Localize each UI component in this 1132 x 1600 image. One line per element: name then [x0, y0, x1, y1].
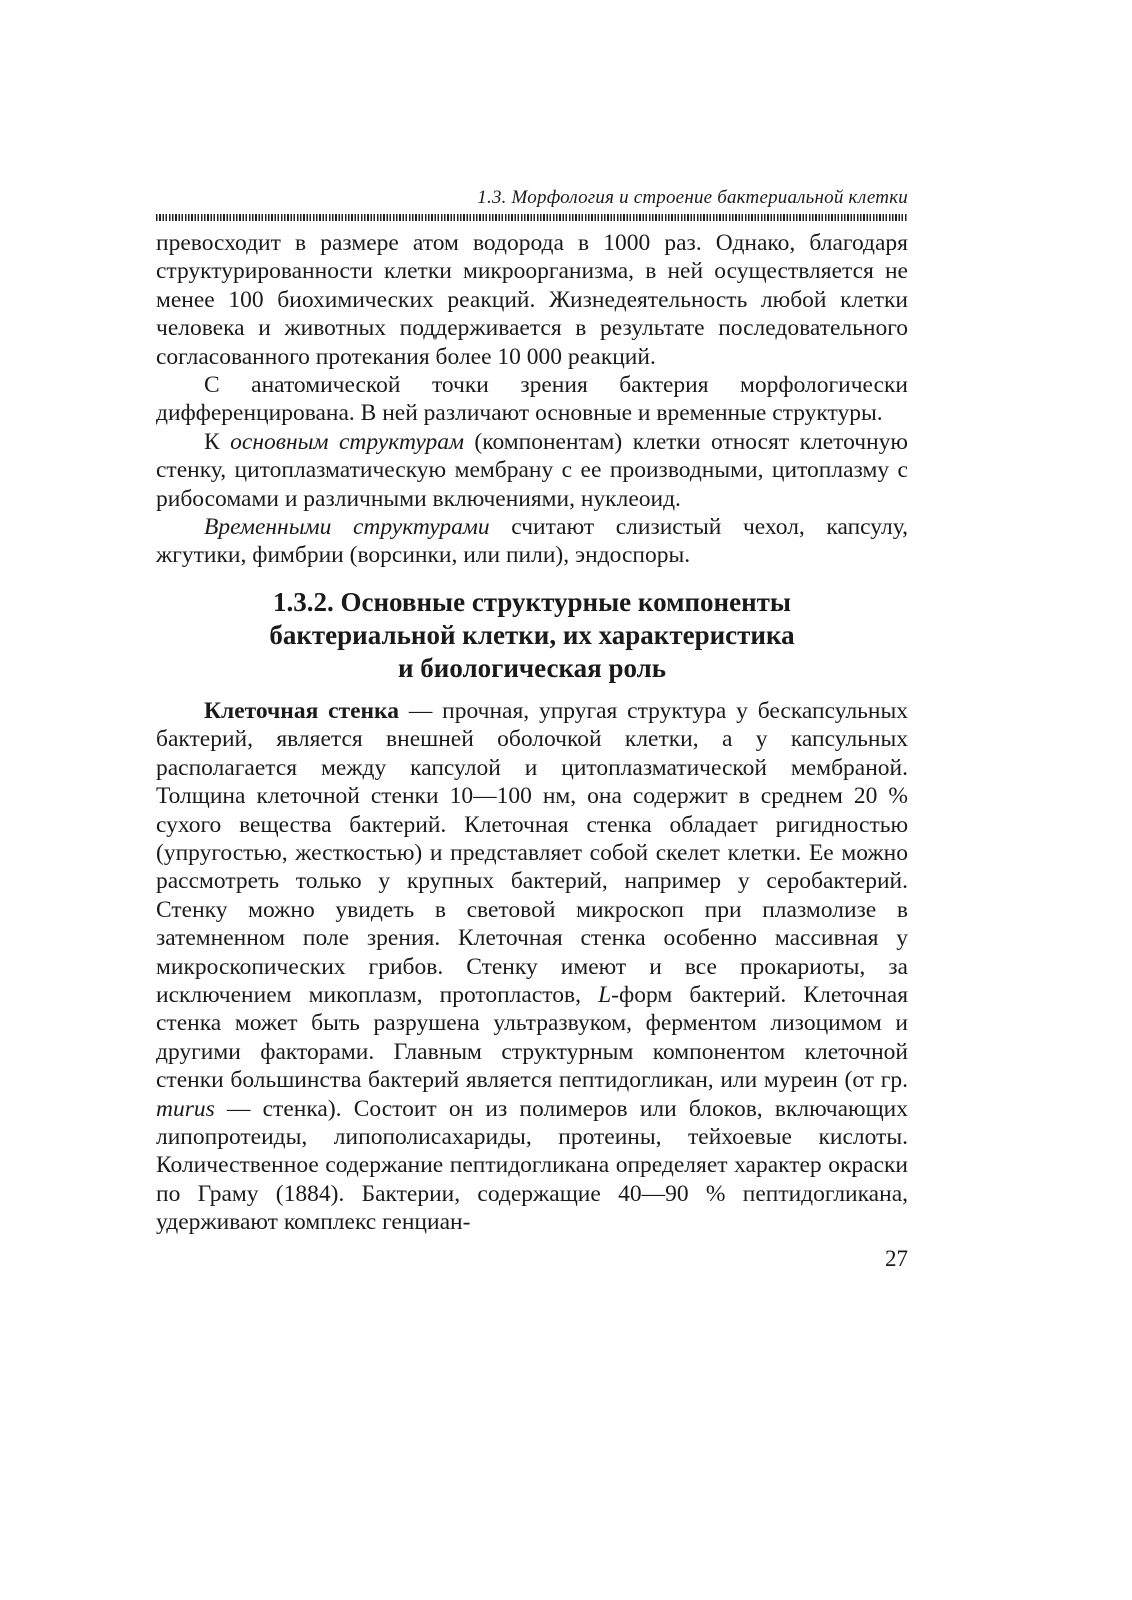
page-number: 27 [885, 1245, 908, 1271]
italic-text: murus [156, 1095, 215, 1122]
text-run: считают слизистый чехол, капсулу, жгутики, фимбрии (ворсинки, или пили), эндоспоры. [156, 514, 908, 569]
section-heading-line: 1.3.2. Основные структурные компоненты [273, 586, 791, 617]
section-heading [156, 586, 908, 685]
running-head: 1.3. Морфология и строение бактериальной клетки [477, 187, 908, 208]
section-heading-line: бактериальной клетки, их характеристика [269, 619, 795, 650]
section-heading-line: и биологическая роль [397, 652, 667, 683]
text-run: — прочная, упругая структура у бескапсульных бактерий, является внешней оболочкой клетки, а у капсульных располагается между капсулой и цитоплазматической мембраной. Толщина клеточной стенки 10—100 нм, она содержит в среднем 20 % сухого вещества бактерий. Клеточная стенка обладает ригидностью (упругостью, жесткостью) и представляет собой скелет клетки. Ее можно рассмотреть только у крупных бактерий, например у серобактерий. Стенку можно увидеть в световой микроскоп при плазмолизе в затемненном поле зрения. Клеточная стенка особенно массивная у микроскопических грибов. Стенку имеют и все прокариоты, за исключением микоплазм, протопластов, [156, 697, 909, 1008]
paragraphs-bottom [156, 697, 908, 1237]
header-rule [156, 214, 908, 221]
paragraph [156, 371, 908, 428]
text-run: (компонентам) клетки относят клеточную стенку, цитоплазматическую мембрану с ее производными, цитоплазму с рибосомами и различными включениями, нуклеоид. [156, 428, 908, 512]
text-run: С анатомической точки зрения бактерия морфологически дифференцирована. В ней различают основные и временные структуры. [156, 372, 908, 427]
text-run: К [204, 428, 231, 455]
text-run: превосходит в размере атом водорода в 1000 раз. Однако, благодаря структурированности клетки микроорганизма, в ней осуществляется не менее 100 биохимических реакций. Жизнедеятельность любой клетки человека и животных поддерживается в результате последовательного согласованного протекания более 10 000 реакций. [156, 230, 908, 370]
paragraph [156, 229, 908, 371]
paragraphs-top [156, 229, 908, 570]
body-text [156, 229, 908, 1237]
bold-text: Клеточная стенка [204, 697, 399, 724]
text-run: -форм бактерий. Клеточная стенка может быть разрушена ультразвуком, ферментом лизоцимом и другими факторами. Главным структурным компонентом клеточной стенки большинства бактерий является пептидогликан, или муреин (от гр. [156, 981, 908, 1094]
paragraph [156, 513, 908, 570]
text-run: — стенка). Состоит он из полимеров или блоков, включающих липопротеиды, липополисахариды, протеины, тейхоевые кислоты. Количественное содержание пептидогликана определяет характер окраски по Граму (1884). Бактерии, содержащие 40—90 % пептидогликана, удерживают комплекс генциан- [156, 1095, 908, 1236]
book-page [156, 186, 908, 1273]
paragraph [156, 428, 908, 513]
italic-text: основным структурам [230, 428, 464, 455]
italic-text: L [598, 981, 612, 1008]
italic-text: Временными структурами [204, 514, 490, 541]
paragraph [156, 697, 908, 1237]
